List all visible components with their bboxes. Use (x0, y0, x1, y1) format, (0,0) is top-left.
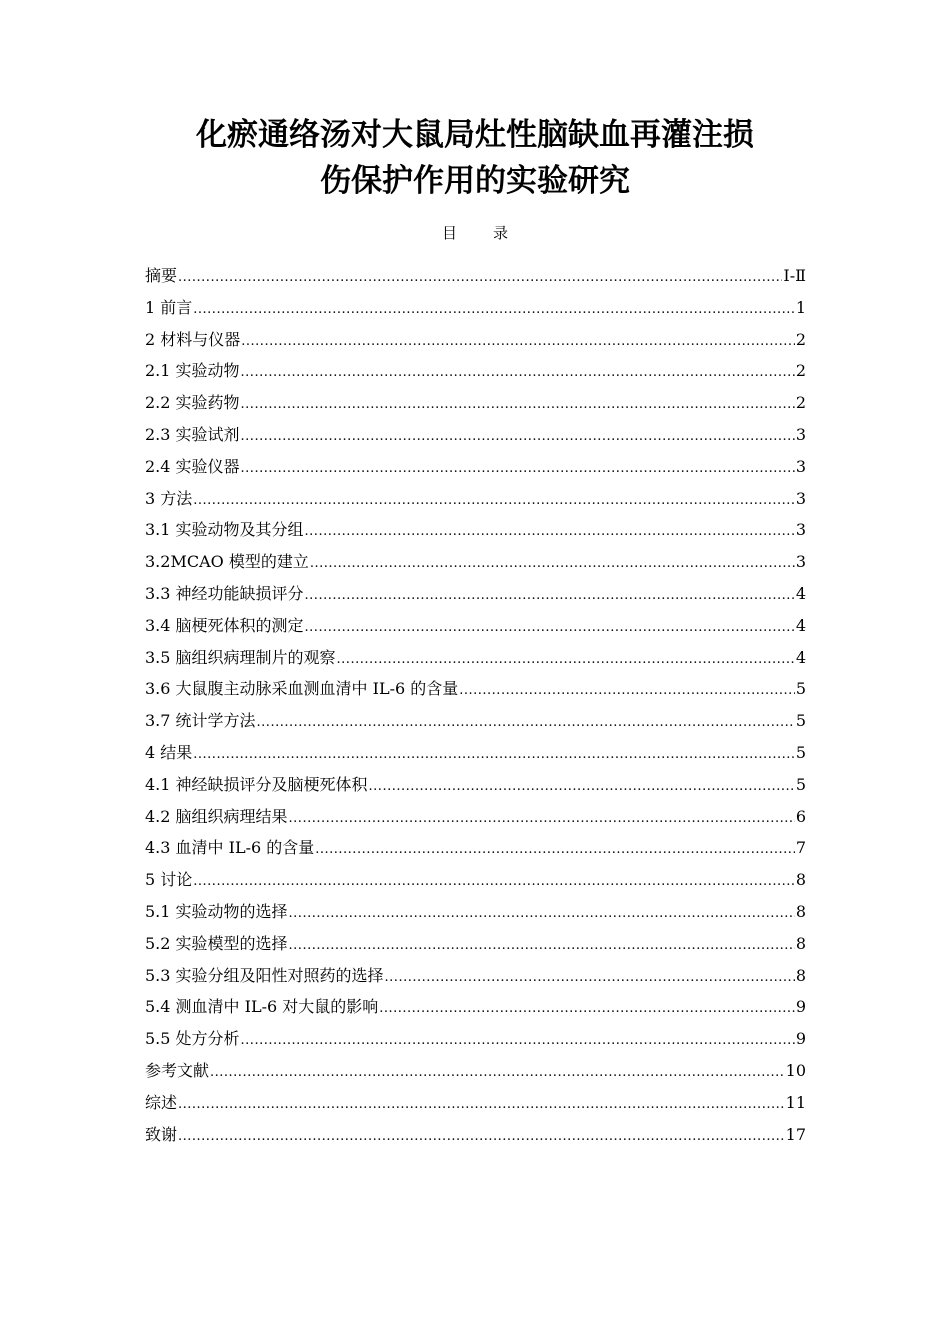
toc-entry[interactable] (145, 769, 806, 801)
toc-dot-leader (305, 612, 795, 644)
toc-entry[interactable] (145, 483, 806, 515)
toc-entry-page-number: 5 (795, 774, 806, 794)
toc-dot-leader (241, 1025, 795, 1057)
toc-dot-leader (369, 771, 795, 803)
toc-entry[interactable] (145, 514, 806, 546)
toc-entry-page-number: 2 (795, 329, 806, 349)
toc-entry[interactable] (145, 292, 806, 324)
toc-dot-leader (289, 898, 795, 930)
toc-dot-leader (193, 294, 795, 326)
toc-entry-page-number: 2 (795, 361, 806, 381)
toc-dot-leader (241, 357, 795, 389)
toc-entry-page-number: 10 (785, 1060, 806, 1080)
toc-entry-page-number: 5 (795, 679, 806, 699)
toc-entry-label: 4.1 神经缺损评分及脑梗死体积 (145, 774, 368, 794)
toc-dot-leader (459, 675, 795, 707)
toc-entry-label: 3.5 脑组织病理制片的观察 (145, 647, 336, 667)
toc-heading-left: 目 (441, 224, 457, 242)
toc-dot-leader (193, 485, 795, 517)
toc-entry-label: 3.1 实验动物及其分组 (145, 520, 304, 540)
toc-dot-leader (257, 707, 795, 739)
toc-entry-page-number: 1 (795, 297, 806, 317)
document-title-line-1: 化瘀通络汤对大鼠局灶性脑缺血再灌注损 (196, 117, 754, 153)
toc-entry[interactable] (145, 578, 806, 610)
toc-entry-label: 5.4 测血清中 IL-6 对大鼠的影响 (145, 997, 379, 1017)
toc-dot-leader (305, 580, 795, 612)
toc-dot-leader (193, 739, 795, 771)
toc-entry-label: 4.3 血清中 IL-6 的含量 (145, 838, 315, 858)
toc-entry-label: 5 讨论 (145, 870, 193, 890)
toc-entry-label: 3.6 大鼠腹主动脉采血测血清中 IL-6 的含量 (145, 679, 459, 699)
toc-entry[interactable] (145, 1055, 806, 1087)
toc-entry[interactable] (145, 1087, 806, 1119)
toc-entry[interactable] (145, 864, 806, 896)
document-title-line-2: 伤保护作用的实验研究 (320, 163, 630, 199)
toc-heading-right: 录 (493, 224, 509, 242)
toc-dot-leader (178, 262, 782, 294)
toc-entry-page-number: 4 (795, 583, 806, 603)
toc-entry[interactable] (145, 832, 806, 864)
toc-entry-label: 5.5 处方分析 (145, 1029, 240, 1049)
toc-entry-page-number: 9 (795, 1029, 806, 1049)
toc-entry-label: 3.3 神经功能缺损评分 (145, 583, 304, 603)
toc-entry-label: 摘要 (145, 266, 178, 285)
toc-dot-leader (241, 453, 795, 485)
toc-entry[interactable] (145, 324, 806, 356)
toc-dot-leader (289, 930, 795, 962)
toc-entry[interactable] (145, 642, 806, 674)
table-of-contents (145, 260, 806, 1150)
toc-dot-leader (337, 644, 795, 676)
toc-entry[interactable] (145, 801, 806, 833)
toc-entry-page-number: 4 (795, 647, 806, 667)
toc-entry[interactable] (145, 960, 806, 992)
toc-dot-leader (305, 516, 795, 548)
toc-entry-page-number: 3 (795, 520, 806, 540)
toc-entry-page-number: 6 (795, 806, 806, 826)
toc-dot-leader (241, 389, 795, 421)
toc-entry-label: 参考文献 (145, 1060, 210, 1080)
toc-entry-label: 综述 (145, 1092, 178, 1112)
toc-entry-page-number: 5 (795, 742, 806, 762)
document-title (100, 112, 850, 204)
toc-entry-label: 4 结果 (145, 742, 193, 762)
toc-dot-leader (178, 1089, 785, 1121)
toc-entry-page-number: 9 (795, 997, 806, 1017)
toc-heading (0, 222, 950, 244)
toc-entry-label: 5.1 实验动物的选择 (145, 901, 288, 921)
toc-entry[interactable] (145, 673, 806, 705)
toc-entry[interactable] (145, 419, 806, 451)
toc-entry-page-number: 8 (795, 870, 806, 890)
toc-entry-label: 致谢 (145, 1124, 178, 1144)
toc-entry-label: 3 方法 (145, 488, 193, 508)
toc-dot-leader (289, 803, 795, 835)
toc-dot-leader (210, 1057, 785, 1089)
toc-entry[interactable] (145, 610, 806, 642)
toc-entry-page-number: 11 (785, 1092, 806, 1112)
toc-entry-label: 2.2 实验药物 (145, 393, 240, 413)
toc-entry-label: 1 前言 (145, 297, 193, 317)
toc-dot-leader (178, 1121, 785, 1153)
toc-entry-label: 3.7 统计学方法 (145, 711, 256, 731)
toc-entry-page-number: 3 (795, 424, 806, 444)
toc-dot-leader (385, 962, 795, 994)
toc-entry[interactable] (145, 260, 806, 292)
toc-dot-leader (379, 993, 795, 1025)
toc-entry-label: 2.1 实验动物 (145, 361, 240, 381)
toc-entry[interactable] (145, 451, 806, 483)
toc-entry-page-number: 5 (795, 711, 806, 731)
toc-entry-page-number: 3 (795, 552, 806, 572)
toc-entry-page-number: 2 (795, 393, 806, 413)
toc-entry-label: 2.3 实验试剂 (145, 424, 240, 444)
toc-dot-leader (241, 421, 795, 453)
toc-entry[interactable] (145, 928, 806, 960)
toc-entry-label: 3.4 脑梗死体积的测定 (145, 615, 304, 635)
toc-entry-label: 2.4 实验仪器 (145, 456, 240, 476)
toc-entry[interactable] (145, 546, 806, 578)
toc-entry[interactable] (145, 387, 806, 419)
toc-entry[interactable] (145, 705, 806, 737)
toc-entry-page-number: 3 (795, 456, 806, 476)
toc-entry[interactable] (145, 737, 806, 769)
toc-entry[interactable] (145, 991, 806, 1023)
toc-entry[interactable] (145, 1023, 806, 1055)
toc-dot-leader (315, 834, 795, 866)
toc-entry-label: 5.2 实验模型的选择 (145, 933, 288, 953)
toc-entry-label: 5.3 实验分组及阳性对照药的选择 (145, 965, 384, 985)
toc-entry-page-number: 8 (795, 933, 806, 953)
toc-entry-page-number: I-Ⅱ (783, 266, 806, 285)
toc-entry-label: 4.2 脑组织病理结果 (145, 806, 288, 826)
toc-dot-leader (310, 548, 795, 580)
toc-entry-page-number: 4 (795, 615, 806, 635)
toc-entry[interactable] (145, 896, 806, 928)
toc-entry-label: 2 材料与仪器 (145, 329, 241, 349)
toc-dot-leader (193, 866, 795, 898)
toc-entry-label: 3.2MCAO 模型的建立 (145, 552, 309, 572)
toc-entry-page-number: 8 (795, 965, 806, 985)
toc-entry-page-number: 3 (795, 488, 806, 508)
toc-entry-page-number: 8 (795, 901, 806, 921)
toc-dot-leader (241, 326, 795, 358)
toc-entry[interactable] (145, 1119, 806, 1151)
toc-entry[interactable] (145, 355, 806, 387)
toc-entry-page-number: 7 (795, 838, 806, 858)
toc-entry-page-number: 17 (785, 1124, 806, 1144)
